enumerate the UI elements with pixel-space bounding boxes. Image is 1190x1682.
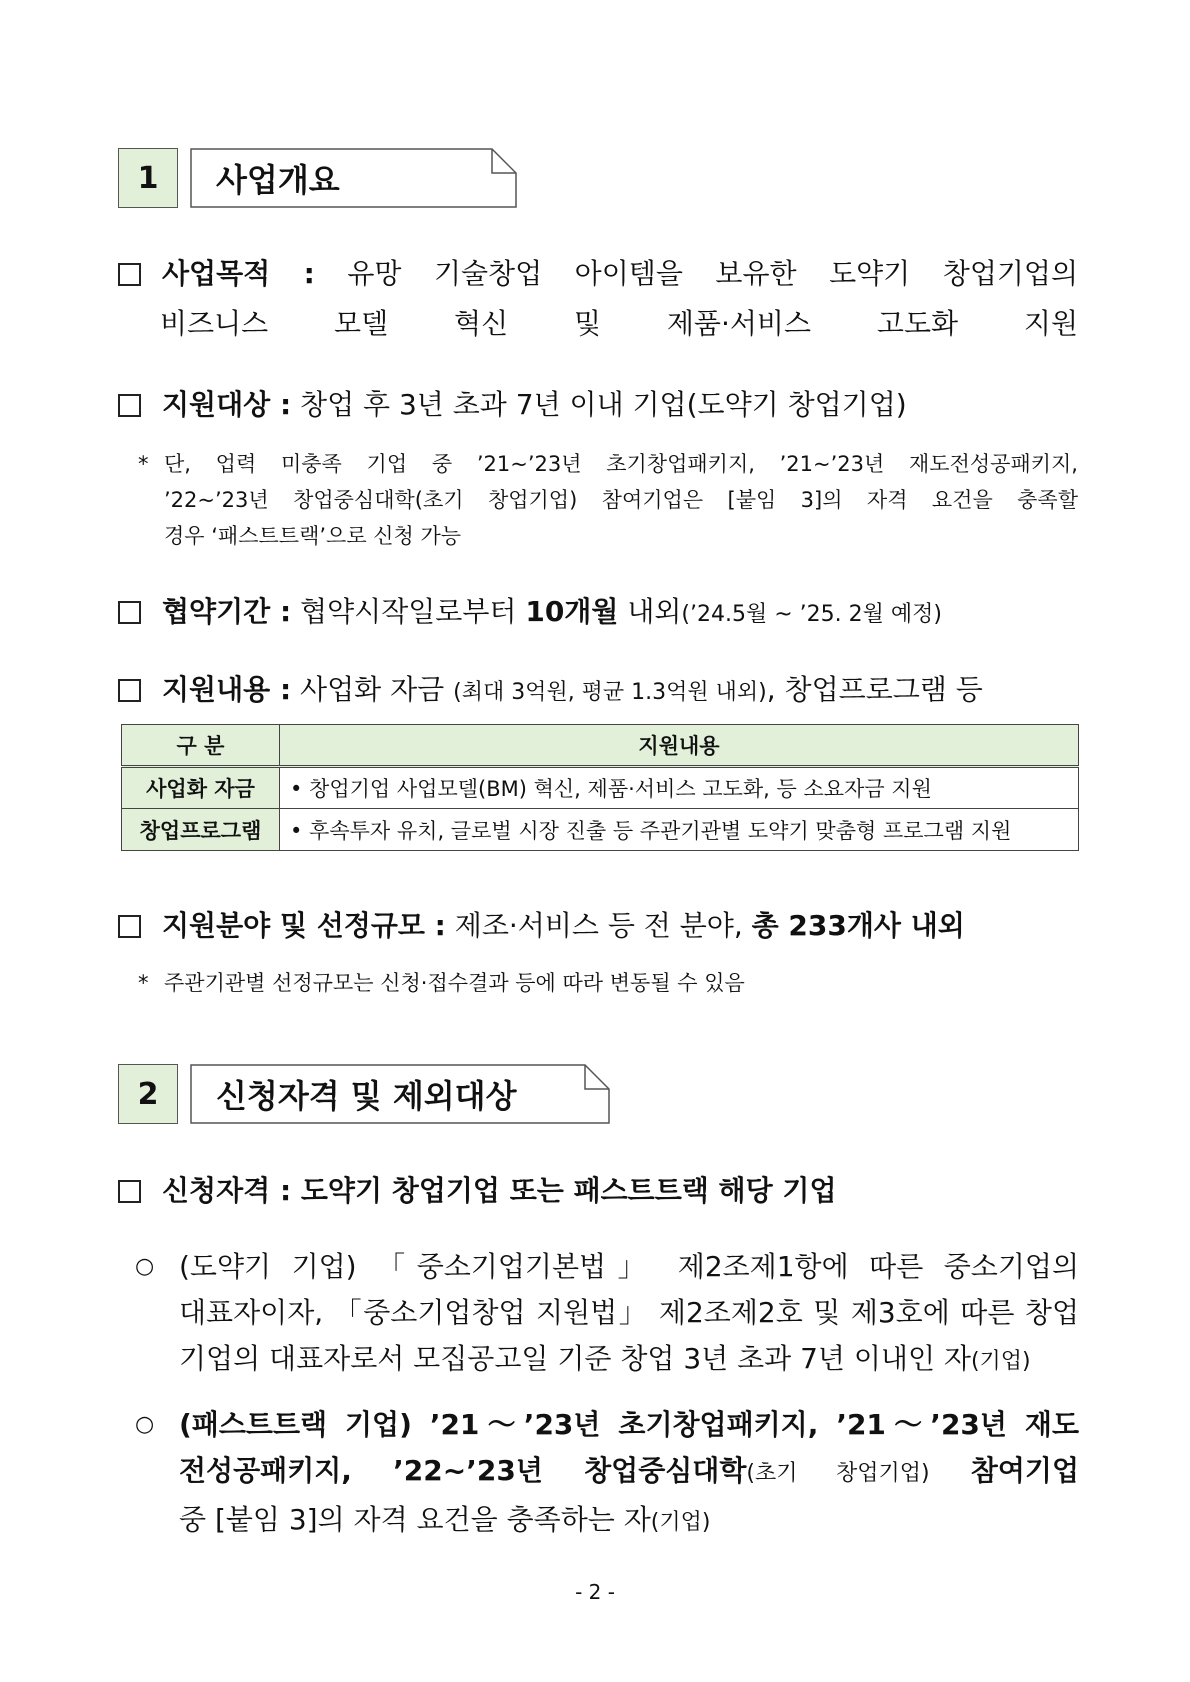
table-header-row — [122, 725, 1079, 767]
purpose-text-cont: 비즈니스 모델 혁신 및 제품·서비스 고도화 지원 — [160, 307, 1078, 340]
table-header: 지원내용 — [280, 725, 1079, 767]
section-number: 1 — [118, 148, 178, 208]
period-duration: 10개월 — [525, 595, 619, 628]
note-asterisk: * — [138, 971, 149, 995]
checkbox-square-icon — [118, 601, 141, 624]
table-cell-value: • 창업기업 사업모델(BM) 혁신, 제품·서비스 고도화, 등 소요자금 지원 — [280, 767, 1079, 809]
section-title: 사업개요 — [190, 148, 517, 208]
support-table — [121, 724, 1079, 851]
note-asterisk: * — [138, 452, 149, 476]
circle-bullet-icon: ○ — [135, 1254, 155, 1279]
field-count: 총 233개사 내외 — [751, 909, 965, 942]
field-label: 지원분야 및 선정규모 : — [162, 909, 446, 942]
target-label: 지원대상 : — [162, 388, 292, 421]
section-number: 2 — [118, 1064, 178, 1124]
section-header-1 — [118, 148, 518, 212]
table-cell-value: • 후속투자 유치, 글로벌 시장 진출 등 주관기관별 도약기 맞춤형 프로그램 지원 — [280, 809, 1079, 851]
checkbox-square-icon — [118, 394, 141, 417]
table-cell-key: 사업화 자금 — [122, 767, 280, 809]
table-header: 구 분 — [122, 725, 280, 767]
table-cell-key: 창업프로그램 — [122, 809, 280, 851]
circle-bullet-icon: ○ — [135, 1412, 155, 1437]
eligibility-label: 신청자격 : 도약기 창업기업 또는 패스트트랙 해당 기업 — [162, 1174, 837, 1207]
checkbox-square-icon — [118, 679, 141, 702]
document-page: 1 사업개요 사업목적 : 유망 기술창업 아이템을 보유한 도약기 창업기업의 비즈니스 모델 혁신 및 제품·서비스 고도화 지원 지원대상 : 창업 후 3년 초과 7년 이내 기업(도약기 창업기업) * 단, 업력 미충족 기업 중 ’21~’23년 초기창업패키지, ’21~’23년 재도전성공패키지, ’22~’23년 창업중심대학(초기 창업기업) 참여기업은 [붙임 3]의 자격 요건을 충족할 경우 ‘패스트트랙’으로 신청 가능 협약기간 : 협약시작일로부터 10개월 내외(’24.5월 ~ ’25. 2월 예정) 지원내용 : 사업화 자금 (최대 3억원, 평균 1.3억원 내외), 창업프로그램 등 구 분 지원내용 사업화 자금 • 창업기업 사업모델(BM) 혁신, 제품·서비스 고도화, 등 소요자금 지원 창업프로그램 • 후속투자 유치, 글로벌 시장 진출 등 주관기관별 도약기 맞춤형 프로그램 지원 지원분야 및 선정규모 : 제조·서비스 등 전 분야, 총 233개사 내외 * 주관기관별 선정규모는 신청·접수결과 등에 따라 변동될 수 있음 2 신청자격 및 제외대상 신청자격 : 도약기 창업기업 또는 패스트트랙 해당 기업 ○ (도약기 기업) 「중소기업기본법」 제2조제1항에 따른 중소기업의 대표자이자, 「중소기업창업 지원법」 제2조제2호 및 제3호에 따른 창업 기업의 대표자로서 모집공고일 기준 창업 3년 초과 7년 이내인 자(기업) ○ (패스트트랙 기업) ’21～’23년 초기창업패키지, ’21～’23년 재도 전성공패키지, ’22~’23년 창업중심대학(초기 창업기업) 참여기업 중 [붙임 3]의 자격 요건을 충족하는 자(기업) - 2 - — [0, 0, 1190, 1682]
target-text: 창업 후 3년 초과 7년 이내 기업(도약기 창업기업) — [300, 388, 907, 421]
checkbox-square-icon — [118, 915, 141, 938]
purpose-label: 사업목적 : — [162, 257, 315, 290]
checkbox-square-icon — [118, 1180, 141, 1203]
period-label: 협약기간 : — [162, 595, 292, 628]
support-label: 지원내용 : — [162, 673, 292, 706]
table-row — [122, 767, 1079, 809]
section-header-2 — [118, 1064, 618, 1128]
checkbox-square-icon — [118, 263, 141, 286]
purpose-text: 유망 기술창업 아이템을 보유한 도약기 창업기업의 — [347, 257, 1079, 290]
section-title: 신청자격 및 제외대상 — [190, 1064, 610, 1124]
table-row — [122, 809, 1079, 851]
page-number: - 2 - — [575, 1580, 615, 1604]
